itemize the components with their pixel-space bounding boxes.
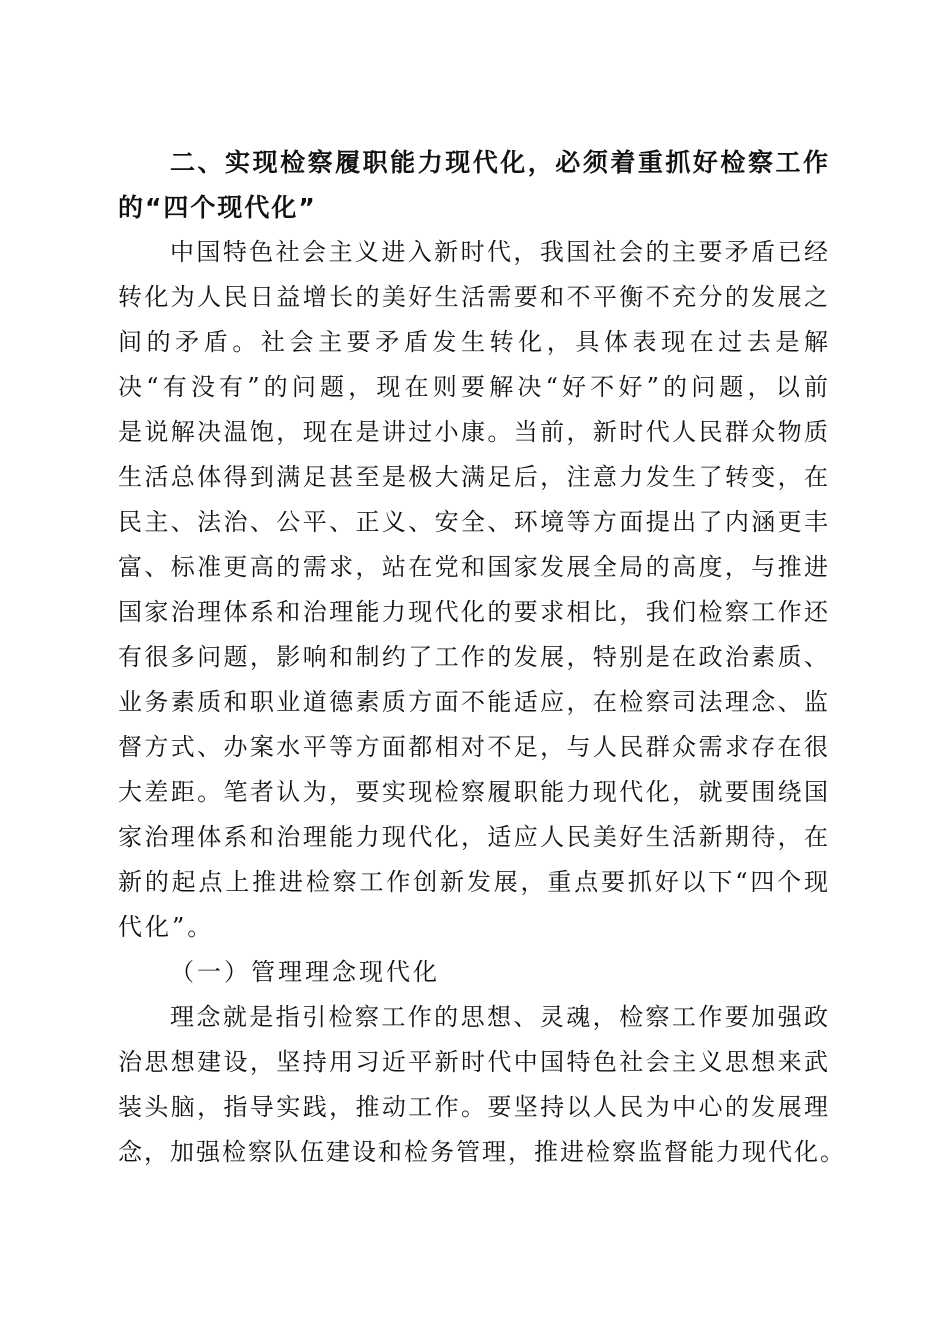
paragraph-line: 理念就是指引检察工作的思想、灵魂，检察工作要加强政	[170, 1003, 830, 1031]
paragraph-line: 新的起点上推进检察工作创新发展，重点要抓好以下“四个现	[118, 868, 830, 896]
paragraph-2	[118, 995, 846, 1175]
section-heading	[118, 140, 830, 230]
paragraph-line: 生活总体得到满足甚至是极大满足后，注意力发生了转变，在	[118, 463, 830, 491]
paragraph-line: 有很多问题，影响和制约了工作的发展，特别是在政治素质、	[118, 643, 830, 671]
paragraph-line: 中国特色社会主义进入新时代，我国社会的主要矛盾已经	[170, 238, 830, 266]
paragraph-line: 装头脑，指导实践，推动工作。要坚持以人民为中心的发展理	[118, 1093, 830, 1121]
paragraph-line: 转化为人民日益增长的美好生活需要和不平衡不充分的发展之	[118, 283, 830, 311]
paragraph-line: 代化”。	[118, 913, 215, 941]
section-heading-line-1: 二、实现检察履职能力现代化，必须着重抓好检察工作	[170, 148, 830, 177]
paragraph-line: 大差距。笔者认为，要实现检察履职能力现代化，就要围绕国	[118, 778, 830, 806]
paragraph-line: 国家治理体系和治理能力现代化的要求相比，我们检察工作还	[118, 598, 830, 626]
section-heading-line-2: 的“四个现代化”	[118, 193, 317, 222]
document-body	[118, 140, 846, 1175]
paragraph-line: 是说解决温饱，现在是讲过小康。当前，新时代人民群众物质	[118, 418, 830, 446]
paragraph-line: 富、标准更高的需求，站在党和国家发展全局的高度，与推进	[118, 553, 830, 581]
paragraph-line: 民主、法治、公平、正义、安全、环境等方面提出了内涵更丰	[118, 508, 830, 536]
paragraph-line: 家治理体系和治理能力现代化，适应人民美好生活新期待，在	[118, 823, 830, 851]
paragraph-line: 督方式、办案水平等方面都相对不足，与人民群众需求存在很	[118, 733, 830, 761]
subheading-1	[118, 950, 830, 995]
paragraph-line: 治思想建设，坚持用习近平新时代中国特色社会主义思想来武	[118, 1048, 830, 1076]
paragraph-line: 间的矛盾。社会主要矛盾发生转化，具体表现在过去是解	[118, 328, 830, 356]
paragraph-line: 业务素质和职业道德素质方面不能适应，在检察司法理念、监	[118, 688, 830, 716]
paragraph-line: 决“有没有”的问题，现在则要解决“好不好”的问题，以前	[118, 373, 830, 401]
subheading-text: （一）管理理念现代化	[170, 958, 440, 986]
paragraph-line: 念，加强检察队伍建设和检务管理，推进检察监督能力现代化。	[118, 1138, 846, 1166]
paragraph-1	[118, 230, 830, 950]
